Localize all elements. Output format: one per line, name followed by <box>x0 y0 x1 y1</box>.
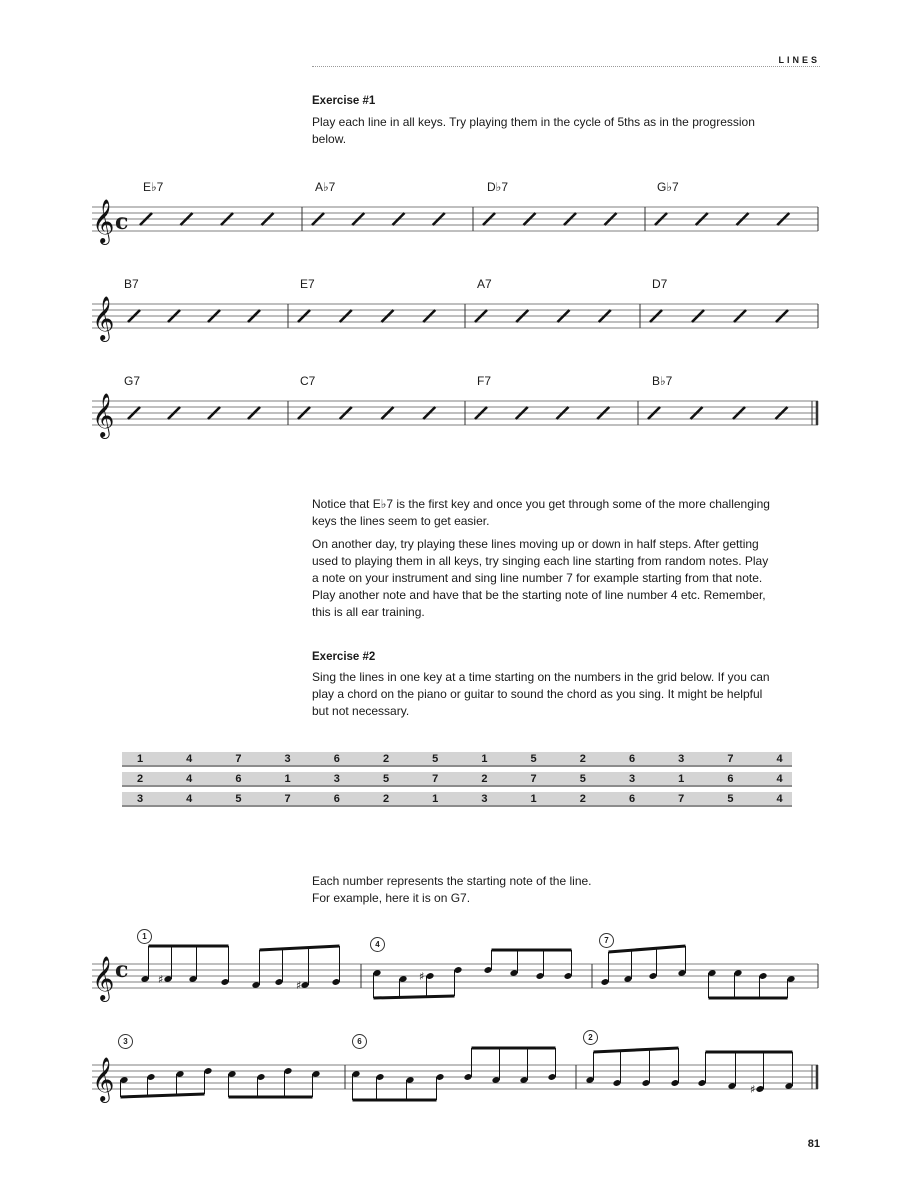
grid-cell: 6 <box>628 793 636 805</box>
grid-cell: 1 <box>678 773 685 785</box>
sharp-accidental: ♯ <box>750 1083 756 1096</box>
line-number-marker: 3 <box>118 1034 133 1049</box>
grid-cell: 1 <box>481 753 488 765</box>
grid-row <box>122 752 792 767</box>
exercise1-text: Play each line in all keys. Try playing them in the cycle of 5ths as in the progression below. <box>312 115 755 146</box>
grid-cell: 7 <box>284 793 291 805</box>
grid-cell: 5 <box>235 793 242 805</box>
example-line2: For example, here it is on G7. <box>312 891 471 905</box>
chord-symbol: E♭7 <box>143 180 164 194</box>
grid-row <box>122 792 792 807</box>
grid-cell: 4 <box>186 793 193 805</box>
grid-cell: 5 <box>382 773 390 785</box>
note-beam <box>260 946 340 950</box>
treble-clef: 𝄞 <box>92 199 115 243</box>
grid-cell: 6 <box>333 753 340 765</box>
paragraph-another-day: On another day, try playing these lines moving up or down in half steps. After getting used to playing them in all keys, try singing each line starting from random notes. Play a note on your instrument and sing line number 7 for example starting from that note. Play another note and have that be the starting note of line number 4 etc. Remember, this is all ear training. <box>312 537 769 619</box>
grid-cell: 6 <box>235 773 242 785</box>
grid-cell: 7 <box>530 773 537 785</box>
grid-cell: 7 <box>432 773 439 785</box>
grid-cell: 1 <box>432 793 439 805</box>
note-beam <box>374 996 455 998</box>
treble-clef: 𝄞 <box>92 296 115 340</box>
grid-cell: 7 <box>678 793 685 805</box>
sharp-accidental: ♯ <box>419 970 425 983</box>
grid-cell: 7 <box>727 753 734 765</box>
line-number-marker: 1 <box>137 929 152 944</box>
exercise2-text: Sing the lines in one key at a time starting on the numbers in the grid below. If you can play a chord on the piano or guitar to sound the chord as you sing. It might be helpful but not necessary. <box>312 670 770 718</box>
chord-symbol: B♭7 <box>652 374 673 388</box>
grid-row <box>122 772 792 787</box>
grid-cell: 1 <box>136 753 144 765</box>
grid-cell: 2 <box>382 753 390 765</box>
example-line1: Each number represents the starting note of the line. <box>312 874 592 888</box>
line-number-marker: 7 <box>599 933 614 948</box>
page-number: 81 <box>807 1138 820 1150</box>
grid-cell: 3 <box>481 793 488 805</box>
grid-cell: 1 <box>284 773 291 785</box>
grid-cell: 1 <box>530 793 537 805</box>
paragraph-notice: Notice that E♭7 is the first key and once you get through some of the more challenging keys the lines seem to get easier. <box>312 497 770 528</box>
chord-symbol: G7 <box>124 374 141 388</box>
grid-cell: 2 <box>382 793 390 805</box>
grid-cell: 7 <box>235 753 242 765</box>
treble-clef: 𝄞 <box>92 1057 115 1101</box>
grid-cell: 3 <box>678 753 685 765</box>
exercise2-title: Exercise #2 <box>312 651 376 663</box>
number-grid <box>122 752 792 812</box>
chord-symbol: C7 <box>300 374 316 388</box>
exercise1-title: Exercise #1 <box>312 95 376 107</box>
grid-cell: 5 <box>727 793 734 805</box>
chord-symbol: D♭7 <box>487 180 508 194</box>
time-signature: c <box>115 209 129 235</box>
grid-cell: 4 <box>776 793 783 805</box>
line-number-marker: 4 <box>370 937 385 952</box>
grid-cell: 4 <box>776 753 783 765</box>
grid-cell: 2 <box>579 753 586 765</box>
chord-symbol: A♭7 <box>315 180 336 194</box>
grid-cell: 4 <box>186 773 193 785</box>
grid-cell: 2 <box>481 773 488 785</box>
chord-symbol: A7 <box>477 277 492 291</box>
grid-cell: 5 <box>579 773 586 785</box>
grid-cell: 5 <box>432 753 439 765</box>
chord-symbol: E7 <box>300 277 315 291</box>
grid-cell: 4 <box>776 773 783 785</box>
grid-cell: 2 <box>579 793 586 805</box>
grid-cell: 3 <box>136 793 144 805</box>
note-beam <box>609 946 686 952</box>
chord-symbol: G♭7 <box>657 180 679 194</box>
grid-cell: 3 <box>284 753 291 765</box>
chord-symbol: F7 <box>477 374 492 388</box>
line-number-marker: 6 <box>352 1034 367 1049</box>
line-number-marker: 2 <box>583 1030 598 1045</box>
chord-symbol: D7 <box>652 277 668 291</box>
treble-clef: 𝄞 <box>92 956 115 1000</box>
grid-cell: 4 <box>186 753 193 765</box>
sharp-accidental: ♯ <box>158 973 164 986</box>
note-beam <box>121 1094 205 1097</box>
grid-cell: 6 <box>333 793 340 805</box>
grid-cell: 3 <box>628 773 636 785</box>
running-header: LINES <box>778 55 820 65</box>
grid-cell: 6 <box>727 773 734 785</box>
grid-cell: 5 <box>530 753 537 765</box>
chord-symbol: B7 <box>124 277 139 291</box>
time-signature: c <box>115 957 129 983</box>
sharp-accidental: ♯ <box>296 979 302 992</box>
grid-cell: 2 <box>136 773 144 785</box>
grid-cell: 6 <box>628 753 636 765</box>
treble-clef: 𝄞 <box>92 393 115 437</box>
note-beam <box>594 1048 679 1052</box>
grid-cell: 3 <box>333 773 340 785</box>
